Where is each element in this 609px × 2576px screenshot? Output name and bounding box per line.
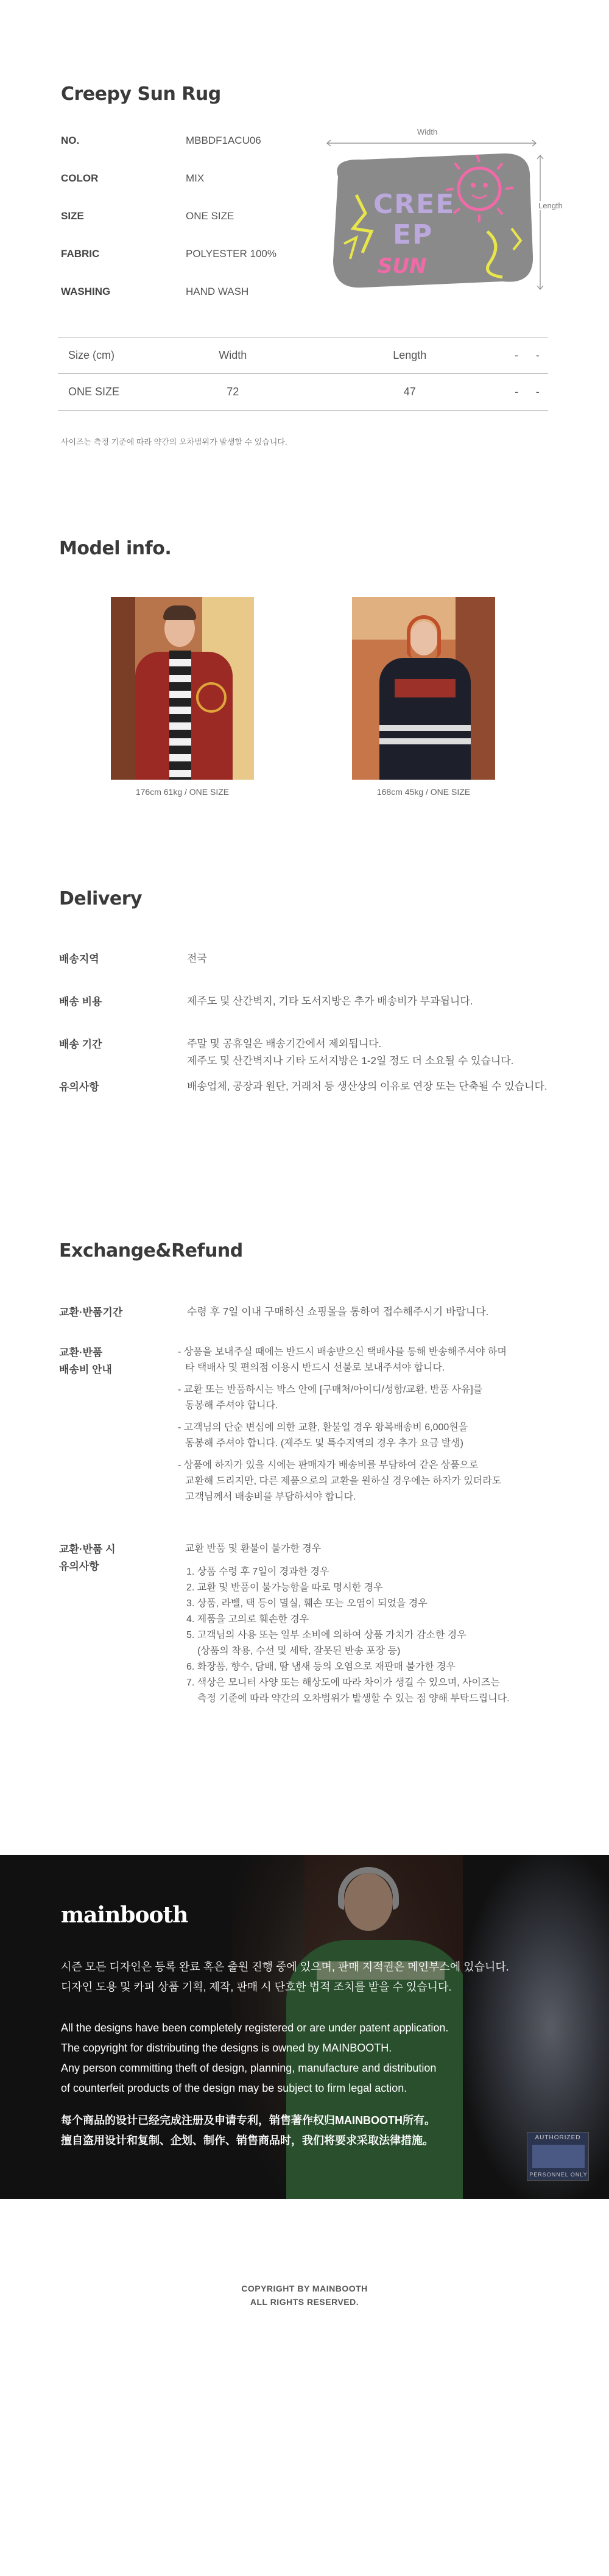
list-item-line: 교환해 드리지만, 다른 제품으로의 교환을 원하실 경우에는 하자가 있더라도	[185, 1476, 502, 1486]
exchange-guide-label	[59, 1344, 112, 1378]
list-item-line: 동봉해 주셔야 합니다. (제주도 및 특수지역의 경우 추가 요금 발생)	[185, 1438, 463, 1449]
delivery-line: 제주도 및 산간벽지나 기타 도서지방은 1-2일 정도 더 소요될 수 있습니다.	[187, 1055, 514, 1067]
delivery-line: 전국	[187, 953, 207, 964]
list-item-line: (상품의 착용, 수선 및 세탁, 잘못된 반송 포장 등)	[197, 1646, 401, 1656]
size-table-cell: 47	[314, 374, 507, 411]
exchange-title: Exchange&Refund	[59, 1240, 243, 1262]
list-item: 6. 화장품, 향수, 담배, 땀 냄새 등의 오염으로 재판매 불가한 경우	[186, 1662, 456, 1672]
list-item	[186, 1675, 575, 1707]
rug-text-line-2: EP	[393, 219, 434, 250]
model-caption-2: 168cm 45kg / ONE SIZE	[376, 787, 471, 797]
list-item-line: - 고객님의 단순 변심에 의한 교환, 환불일 경우 왕복배송비 6,000원을	[178, 1422, 468, 1433]
brand-zh-line: 每个商品的设计已经完成注册及申请专利，销售著作权归MAINBOOTH所有。	[61, 2114, 435, 2126]
spec-row-size	[61, 210, 304, 225]
spec-row-washing	[61, 286, 304, 300]
product-title: Creepy Sun Rug	[61, 83, 221, 105]
brand-en-line: The copyright for distributing the designs is owned by MAINBOOTH.	[61, 2042, 392, 2054]
size-table-header	[58, 337, 548, 374]
delivery-value	[187, 950, 609, 967]
sign-bottom-text: PERSONNEL ONLY	[529, 2172, 588, 2178]
brand-ko-text	[61, 1957, 509, 1997]
exchange-notice-list	[185, 1541, 575, 1707]
brand-ko-line: 시즌 모든 디자인은 등록 완료 혹은 출원 진행 중에 있으며, 판매 지적권은 메인부스에 있습니다.	[61, 1961, 509, 1973]
rug-text-line-3: SUN	[378, 254, 427, 278]
delivery-label: 배송 기간	[59, 1039, 102, 1050]
list-item	[186, 1628, 575, 1659]
model-photo-2	[352, 597, 495, 780]
delivery-line: 제주도 및 산간벽지, 기타 도서지방은 추가 배송비가 부과됩니다.	[187, 995, 473, 1007]
list-item	[178, 1344, 568, 1376]
model-photo-1	[111, 597, 254, 780]
size-table-cell: 72	[152, 374, 314, 411]
spec-value: MBBDF1ACU06	[186, 135, 261, 146]
spec-label: NO.	[61, 135, 80, 146]
exchange-notice-label	[59, 1541, 116, 1575]
table-row	[58, 374, 548, 411]
notice-intro: 교환 반품 및 환불이 불가한 경우	[185, 1544, 322, 1554]
size-table-cell: ONE SIZE	[58, 374, 152, 411]
list-item	[178, 1382, 568, 1414]
sign-top-text: AUTHORIZED	[535, 2134, 581, 2141]
list-item	[178, 1458, 568, 1505]
copyright-line-2: ALL RIGHTS RESERVED.	[250, 2297, 359, 2307]
brand-zh-text	[61, 2111, 435, 2151]
list-item-line: 동봉해 주셔야 합니다.	[185, 1400, 278, 1411]
list-item-line: 고객님께서 배송비를 부담하셔야 합니다.	[185, 1492, 356, 1502]
list-item: 4. 제품을 고의로 훼손한 경우	[186, 1614, 309, 1625]
size-table-header-cell: Length	[314, 337, 507, 374]
model-info-title: Model info.	[59, 538, 172, 559]
spec-value: ONE SIZE	[186, 210, 234, 222]
size-table	[58, 337, 548, 411]
guide-label-line: 배송비 안내	[59, 1364, 112, 1375]
size-table-header-cell: Width	[152, 337, 314, 374]
spec-row-fabric	[61, 248, 304, 263]
spec-label: SIZE	[61, 210, 84, 222]
spec-label: FABRIC	[61, 248, 100, 259]
exchange-guide-list	[178, 1344, 568, 1505]
copyright-line-1: COPYRIGHT BY MAINBOOTH	[241, 2284, 368, 2293]
brand-ko-line: 디자인 도용 및 카피 상품 기획, 제작, 판매 시 단호한 법적 조치를 받을 수 있습니다.	[61, 1981, 452, 1993]
spec-row-no	[61, 135, 304, 149]
list-item-line: 7. 색상은 모니터 사양 또는 해상도에 따라 차이가 생길 수 있으며, 사이즈는	[186, 1678, 500, 1688]
delivery-title: Delivery	[59, 888, 143, 909]
brand-logo: mainbooth	[61, 1902, 188, 1928]
list-item: 3. 상품, 라벨, 택 등이 멸실, 훼손 또는 오염이 되었을 경우	[186, 1598, 428, 1609]
brand-en-line: Any person committing theft of design, planning, manufacture and distribution	[61, 2062, 437, 2074]
notice-label-line: 교환·반품 시	[59, 1544, 116, 1555]
brand-banner	[0, 1855, 609, 2199]
guide-label-line: 교환·반품	[59, 1347, 103, 1358]
delivery-label: 배송지역	[59, 953, 99, 965]
list-item-line: 타 택배사 및 편의점 이용시 반드시 선불로 보내주셔야 합니다.	[185, 1363, 445, 1373]
delivery-line: 주말 및 공휴일은 배송기간에서 제외됩니다.	[187, 1038, 382, 1050]
brand-en-line: All the designs have been completely registered or are under patent application.	[61, 2022, 449, 2034]
model-caption-1: 176cm 61kg / ONE SIZE	[135, 787, 230, 797]
list-item-line: 측정 기준에 따라 약간의 오차범위가 발생할 수 있는 점 양해 부탁드립니다.	[197, 1693, 510, 1704]
size-table-header-cell: Size (cm)	[58, 337, 152, 374]
spec-label: WASHING	[61, 286, 111, 297]
rug-text-line-1: CREE	[373, 189, 456, 220]
rug-size-diagram	[320, 122, 563, 305]
list-item: 1. 상품 수령 후 7일이 경과한 경우	[186, 1567, 329, 1577]
brand-zh-line: 擅自盗用设计和复制、企划、制作、销售商品时，我们将要求采取法律措施。	[61, 2134, 434, 2147]
rug-illustration	[320, 122, 551, 305]
size-table-header-cell: -	[506, 337, 527, 374]
size-table-cell: -	[527, 374, 548, 411]
brand-en-line: of counterfeit products of the design may be subject to firm legal action.	[61, 2082, 407, 2094]
size-table-cell: -	[506, 374, 527, 411]
delivery-label: 유의사항	[59, 1081, 99, 1093]
delivery-line: 배송업체, 공장과 원단, 거래처 등 생산상의 이유로 연장 또는 단축될 수 있습니다.	[187, 1081, 547, 1092]
notice-label-line: 유의사항	[59, 1561, 99, 1572]
spec-value: POLYESTER 100%	[186, 248, 276, 259]
length-label: Length	[538, 201, 563, 210]
size-table-header-cell: -	[527, 337, 548, 374]
width-label: Width	[417, 127, 438, 136]
delivery-label: 배송 비용	[59, 996, 102, 1007]
exchange-period-label: 교환·반품기간	[59, 1307, 123, 1318]
size-note: 사이즈는 측정 기준에 따라 약간의 오차범위가 발생할 수 있습니다.	[61, 437, 287, 446]
delivery-value	[187, 1036, 609, 1070]
delivery-value	[187, 993, 609, 1010]
exchange-period-text: 수령 후 7일 이내 구매하신 쇼핑몰을 통하여 접수해주시기 바랍니다.	[187, 1306, 489, 1318]
list-item-line: - 상품에 하자가 있을 시에는 판매자가 배송비를 부담하여 같은 상품으로	[178, 1460, 479, 1470]
spec-value: HAND WASH	[186, 286, 249, 297]
brand-en-text	[61, 2018, 448, 2098]
spec-value: MIX	[186, 172, 205, 184]
list-item-line: - 상품을 보내주실 때에는 반드시 배송받으신 택배사를 통해 반송해주셔야 하며	[178, 1347, 507, 1357]
authorized-sign	[527, 2132, 589, 2181]
spec-row-color	[61, 172, 304, 187]
list-item-line: - 교환 또는 반품하시는 박스 안에 [구매처/아이디/성함/교환, 반품 사유]를	[178, 1385, 483, 1395]
delivery-value	[187, 1078, 609, 1095]
list-item: 2. 교환 및 반품이 불가능함을 따로 명시한 경우	[186, 1583, 383, 1593]
list-item-line: 5. 고객님의 사용 또는 일부 소비에 의하여 상품 가치가 감소한 경우	[186, 1630, 466, 1640]
list-item	[178, 1420, 568, 1452]
spec-label: COLOR	[61, 172, 99, 184]
